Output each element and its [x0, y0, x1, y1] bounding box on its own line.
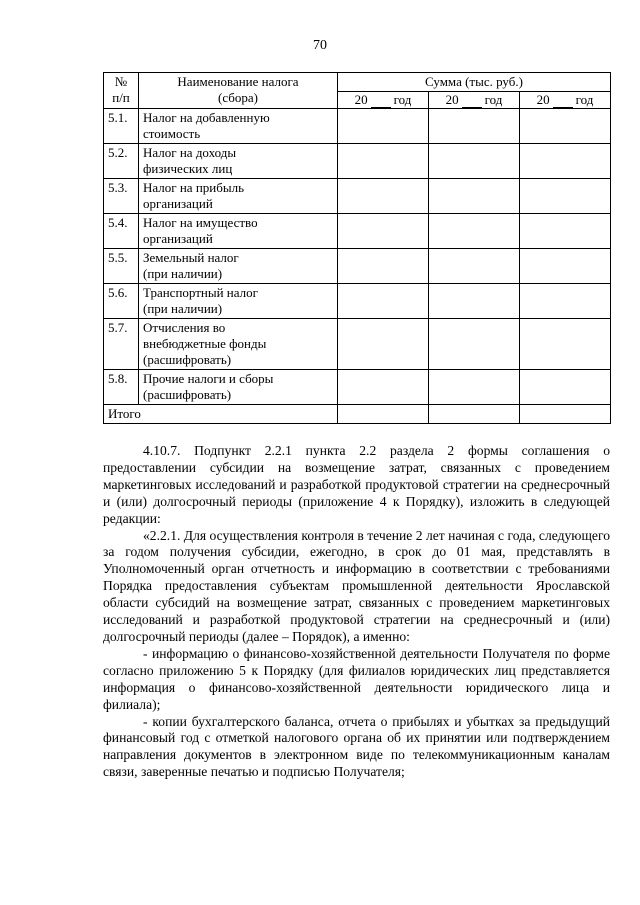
header-year: [520, 92, 611, 109]
row-number: 5.4.: [104, 214, 139, 249]
row-tax-name-line: Транспортный налог: [143, 285, 258, 300]
amount-cell: [520, 214, 611, 249]
row-tax-name-line: Земельный налог: [143, 250, 239, 265]
table-row: [104, 179, 611, 214]
row-tax-name: [139, 144, 338, 179]
row-number: 5.3.: [104, 179, 139, 214]
amount-cell: [429, 370, 520, 405]
row-tax-name-line: Налог на добавленную: [143, 110, 270, 125]
year-suffix: год: [393, 92, 412, 107]
amount-cell: [338, 319, 429, 370]
amount-cell: [429, 249, 520, 284]
year-blank: [462, 95, 482, 108]
row-tax-name-line: физических лиц: [143, 161, 233, 176]
total-row: [104, 405, 611, 424]
row-tax-name: [139, 284, 338, 319]
amount-cell: [429, 144, 520, 179]
paragraph: - информацию о финансово-хозяйственной деятельности Получателя по форме согласно приложению 5 к Порядку (для филиалов юридических лиц представляется информация о финансово-хозяйственной деятельности юридического лица и филиала);: [103, 645, 610, 712]
amount-cell: [520, 319, 611, 370]
table-row: [104, 109, 611, 144]
amount-cell: [429, 284, 520, 319]
row-tax-name: [139, 249, 338, 284]
header-num: [104, 73, 139, 109]
row-tax-name-line: Налог на доходы: [143, 145, 237, 160]
row-tax-name: [139, 370, 338, 405]
header-year: [429, 92, 520, 109]
year-prefix: 20: [354, 92, 368, 107]
row-number: 5.2.: [104, 144, 139, 179]
row-number: 5.6.: [104, 284, 139, 319]
amount-cell: [520, 405, 611, 424]
row-tax-name-line: стоимость: [143, 126, 201, 141]
row-tax-name-line: (при наличии): [143, 301, 223, 316]
table-row: [104, 214, 611, 249]
row-tax-name-line: организаций: [143, 196, 213, 211]
header-sum: Сумма (тыс. руб.): [338, 73, 611, 92]
amount-cell: [338, 214, 429, 249]
amount-cell: [338, 370, 429, 405]
header-num-line: №: [114, 74, 128, 89]
header-name-line: Наименование налога: [177, 74, 299, 89]
amount-cell: [429, 214, 520, 249]
year-blank: [371, 95, 391, 108]
row-tax-name: [139, 214, 338, 249]
table-row: [104, 144, 611, 179]
row-tax-name-line: Налог на имущество: [143, 215, 258, 230]
year-suffix: год: [575, 92, 594, 107]
row-tax-name-line: организаций: [143, 231, 213, 246]
amount-cell: [520, 179, 611, 214]
total-label: Итого: [104, 405, 338, 424]
amount-cell: [338, 249, 429, 284]
row-number: 5.7.: [104, 319, 139, 370]
header-num-line: п/п: [112, 90, 130, 105]
amount-cell: [429, 179, 520, 214]
header-name-line: (сбора): [218, 90, 258, 105]
paragraph: 4.10.7. Подпункт 2.2.1 пункта 2.2 раздела 2 формы соглашения о предоставлении субсидии на возмещение затрат, связанных с проведением маркетинговых исследований и разработкой продуктовой стратегии на среднесрочный и (или) долгосрочный периоды (приложение 4 к Порядку), изложить в следующей редакции:: [103, 443, 610, 526]
year-prefix: 20: [445, 92, 459, 107]
amount-cell: [429, 319, 520, 370]
row-number: 5.5.: [104, 249, 139, 284]
table-row: [104, 370, 611, 405]
header-name: [139, 73, 338, 109]
row-tax-name-line: (расшифровать): [143, 352, 232, 367]
amount-cell: [429, 109, 520, 144]
body-text: [103, 443, 610, 781]
row-tax-name: [139, 179, 338, 214]
year-prefix: 20: [536, 92, 550, 107]
amount-cell: [338, 109, 429, 144]
row-number: 5.1.: [104, 109, 139, 144]
row-tax-name-line: Налог на прибыль: [143, 180, 244, 195]
table-header-row: [104, 73, 611, 92]
page-number: 70: [313, 38, 327, 53]
table-row: [104, 319, 611, 370]
amount-cell: [520, 249, 611, 284]
header-year: [338, 92, 429, 109]
paragraph: «2.2.1. Для осуществления контроля в течение 2 лет начиная с года, следующего за годом получения субсидии, ежегодно, в срок до 01 мая, представлять в Уполномоченный орган отчетность и информацию в соответствии с требованиями Порядка предоставления субъектам промышленной деятельности Ярославской области субсидий на возмещение затрат, связанных с проведением маркетинговых исследований и разработкой продуктовой стратегии на среднесрочный и (или) долгосрочный периоды (далее – Порядок), а именно:: [103, 527, 610, 644]
amount-cell: [520, 109, 611, 144]
year-suffix: год: [484, 92, 503, 107]
amount-cell: [520, 144, 611, 179]
paragraph: - копии бухгалтерского баланса, отчета о прибылях и убытках за предыдущий финансовый год с отметкой налогового органа об их принятии или подтверждением направления документов в электронном виде по телекоммуникационным каналам связи, заверенные печатью и подписью Получателя;: [103, 713, 610, 780]
amount-cell: [520, 370, 611, 405]
row-tax-name-line: Прочие налоги и сборы: [143, 371, 274, 386]
row-tax-name-line: внебюджетные фонды: [143, 336, 267, 351]
amount-cell: [429, 405, 520, 424]
tax-table: [103, 72, 611, 424]
row-number: 5.8.: [104, 370, 139, 405]
table-row: [104, 284, 611, 319]
row-tax-name-line: (расшифровать): [143, 387, 232, 402]
amount-cell: [338, 284, 429, 319]
row-tax-name-line: Отчисления во: [143, 320, 226, 335]
amount-cell: [338, 144, 429, 179]
table-row: [104, 249, 611, 284]
amount-cell: [338, 405, 429, 424]
row-tax-name: [139, 109, 338, 144]
year-blank: [553, 95, 573, 108]
row-tax-name-line: (при наличии): [143, 266, 223, 281]
amount-cell: [338, 179, 429, 214]
amount-cell: [520, 284, 611, 319]
row-tax-name: [139, 319, 338, 370]
